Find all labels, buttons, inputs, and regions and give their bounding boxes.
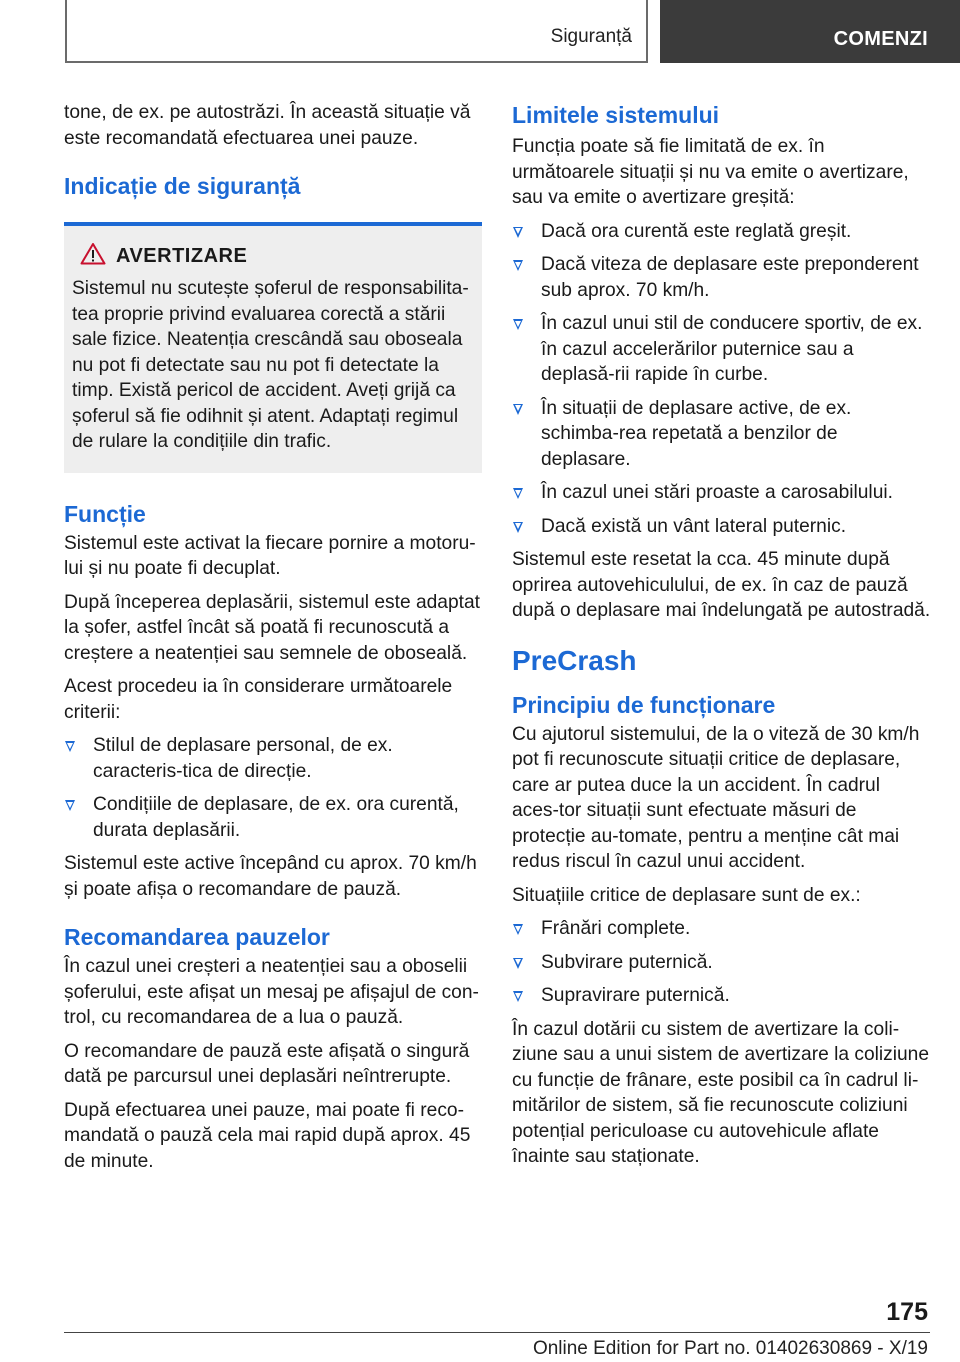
footer-divider — [64, 1332, 930, 1333]
right-column — [512, 100, 932, 1178]
critical-situations-list — [512, 916, 932, 1009]
principle-heading: Principiu de funcționare — [512, 691, 776, 718]
triangle-bullet-icon — [513, 404, 523, 415]
warning-triangle-icon — [80, 242, 106, 270]
list-item: În cazul unei stări proaste a carosabilului. — [512, 480, 932, 506]
principle-paragraph-3: În cazul dotării cu sistem de avertizare la coli-ziune sau a unui sistem de avertizare la coliziune cu funcție de frânare, este posibil ca în cadrul li-mitărilor de sistem, să fie recunoscute coliziuni potențial periculoase cu autovehicule aflate înainte sau staționate. — [512, 1018, 930, 1167]
list-item: În situații de deplasare active, de ex. schimba-rea repetată a benzilor de deplasare. — [512, 396, 932, 473]
triangle-bullet-icon — [513, 488, 523, 499]
triangle-bullet-icon — [513, 522, 523, 533]
list-item: Dacă există un vânt lateral puternic. — [512, 514, 932, 540]
list-item: Condițiile de deplasare, de ex. ora curentă, durata deplasării. — [64, 792, 482, 843]
warning-title-row — [80, 242, 474, 270]
triangle-bullet-icon — [513, 260, 523, 271]
limits-heading: Limitele sistemului — [512, 102, 720, 128]
list-item: Dacă viteza de deplasare este preponderent sub aprox. 70 km/h. — [512, 252, 932, 303]
triangle-bullet-icon — [65, 741, 75, 752]
triangle-bullet-icon — [65, 800, 75, 811]
limits-paragraph-1: Funcția poate să fie limitată de ex. în următoarele situații și nu va emite o avertizare, sau va emite o avertizare greșită: — [512, 136, 909, 208]
section-title: Siguranță — [550, 26, 632, 47]
warning-box — [64, 222, 482, 473]
warning-text: Sistemul nu scutește șoferul de responsabilita-tea proprie privind evaluarea corectă a stării sale fizice. Neatenția crescândă sau oboseala nu pot fi detectate sau nu pot fi detectate la timp. Există pericol de accident. Aveți grijă ca șoferul să fie odihnit și atent. Adaptați regimul de rulare la condițiile din trafic. — [72, 278, 469, 452]
recommendation-heading: Recomandarea pauzelor — [64, 924, 330, 950]
criteria-list — [64, 733, 482, 843]
triangle-bullet-icon — [513, 991, 523, 1002]
page-number: 175 — [886, 1298, 928, 1326]
function-paragraph-4: Sistemul este active începând cu aprox. 70 km/h și poate afișa o recomandare de pauză. — [64, 853, 477, 900]
chapter-title: COMENZI — [833, 28, 928, 50]
list-item: Dacă ora curentă este reglată greșit. — [512, 219, 932, 245]
list-item: Frânări complete. — [512, 916, 932, 942]
limits-list — [512, 219, 932, 540]
list-item: Stilul de deplasare personal, de ex. caracteris-tica de direcție. — [64, 733, 482, 784]
principle-paragraph-1: Cu ajutorul sistemului, de la o viteză de 30 km/h pot fi recunoscute situații critice de deplasare, care ar putea duce la un accident. În cadrul aces-tor situații sunt efectuate măsuri de protecție au-tomate, pentru a menține cât mai redus riscul în cazul unui accident. — [512, 723, 920, 872]
recommendation-paragraph-3: După efectuarea unei pauze, mai poate fi reco-mandată o pauză cela mai rapid după aprox. 45 de minute. — [64, 1099, 471, 1172]
warning-title: AVERTIZARE — [116, 244, 248, 267]
recommendation-paragraph-2: O recomandare de pauză este afișată o singură dată pe parcursul unei deplasări neîntrerupte. — [64, 1040, 470, 1087]
list-item: În cazul unui stil de conducere sportiv, de ex. în cazul accelerărilor puternice sau a deplasă-rii rapide în curbe. — [512, 311, 932, 388]
function-paragraph-2: După începerea deplasării, sistemul este adaptat la șofer, astfel încât să poată fi recunoscută a creștere a neatenției sau semnele de oboseală. — [64, 591, 480, 664]
function-paragraph-3: Acest procedeu ia în considerare următoarele criterii: — [64, 676, 453, 723]
triangle-bullet-icon — [513, 924, 523, 935]
principle-paragraph-2: Situațiile critice de deplasare sunt de ex.: — [512, 884, 861, 906]
footer-edition: Online Edition for Part no. 01402630869 - X/19 — [532, 1338, 928, 1359]
left-column — [64, 100, 482, 1182]
list-item: Supravirare puternică. — [512, 983, 932, 1009]
triangle-bullet-icon — [513, 227, 523, 238]
recommendation-paragraph-1: În cazul unei creșteri a neatenției sau a oboselii șoferului, este afișat un mesaj pe afișajul de con-trol, cu recomandarea de a lua o pauză. — [64, 956, 479, 1028]
function-heading: Funcție — [64, 500, 146, 527]
precrash-heading: PreCrash — [512, 644, 637, 676]
intro-paragraph: tone, de ex. pe autostrăzi. În această situație vă este recomandată efectuarea unei pauze. — [64, 102, 471, 149]
header-chapter-box — [660, 0, 960, 63]
limits-paragraph-2: Sistemul este resetat la cca. 45 minute după oprirea autovehiculului, de ex. în caz de pauză după o deplasare mai îndelungată pe autostradă. — [512, 549, 931, 621]
triangle-bullet-icon — [513, 319, 523, 330]
header-section-box — [65, 0, 648, 63]
function-paragraph-1: Sistemul este activat la fiecare pornire a motoru-lui și nu poate fi decuplat. — [64, 532, 476, 579]
list-item: Subvirare puternică. — [512, 950, 932, 976]
triangle-bullet-icon — [513, 958, 523, 969]
safety-heading: Indicație de siguranță — [64, 173, 301, 199]
